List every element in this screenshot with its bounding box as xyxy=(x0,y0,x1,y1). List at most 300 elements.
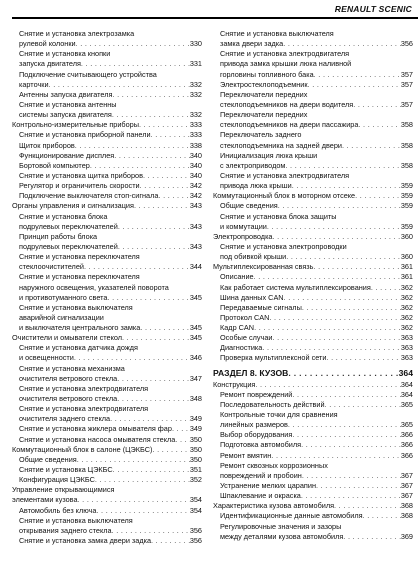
toc-entry-title: Конструкция xyxy=(213,379,256,389)
toc-entry-title: Очистители и омыватели стекол xyxy=(12,333,123,343)
toc-page-number: 338 xyxy=(189,140,202,150)
toc-entry-title: Переключатели передних xyxy=(220,89,308,99)
toc-entry-title: Снятие и установка блока защиты xyxy=(220,211,337,221)
toc-entry-title: Шпаклевание и окраска xyxy=(220,491,301,501)
toc-entry-title: Ремонт повреждений xyxy=(220,389,293,399)
toc-entry xyxy=(213,323,413,333)
toc-entry xyxy=(213,120,413,130)
toc-entry xyxy=(213,451,413,461)
toc-entry-title: Снятие и установка электродвигателя xyxy=(220,49,350,59)
toc-entry-title: Особые случаи xyxy=(220,333,273,343)
toc-entry xyxy=(12,526,202,536)
toc-leader-dots xyxy=(363,511,401,521)
toc-entry xyxy=(213,49,413,59)
toc-entry-title: стеклоочистителей xyxy=(19,262,84,272)
toc-leader-dots xyxy=(96,506,189,516)
toc-page-number: 363 xyxy=(400,333,413,343)
toc-entry xyxy=(213,242,413,252)
toc-entry xyxy=(213,272,413,282)
toc-chapter-entry xyxy=(213,501,413,511)
toc-page-number: 359 xyxy=(400,221,413,231)
toc-entry-title: стеклоподъемников на двери водителя xyxy=(220,99,354,109)
toc-leader-dots xyxy=(107,293,189,303)
toc-leader-dots xyxy=(267,222,401,232)
toc-entry xyxy=(213,522,413,532)
toc-entry-title: Кадр CAN xyxy=(220,323,255,333)
toc-entry xyxy=(213,70,413,80)
toc-entry xyxy=(213,293,413,303)
toc-entry xyxy=(12,59,202,69)
toc-entry xyxy=(213,212,413,222)
toc-leader-dots xyxy=(316,481,401,491)
toc-page-number: 344 xyxy=(189,262,202,272)
toc-entry-title: Конфигурация ЦЭКБС xyxy=(19,475,95,485)
toc-page-number: 357 xyxy=(400,99,413,109)
toc-entry xyxy=(213,333,413,343)
toc-leader-dots xyxy=(175,435,190,445)
toc-leader-dots xyxy=(355,191,401,201)
toc-leader-dots xyxy=(158,191,189,201)
toc-entry xyxy=(12,364,202,374)
toc-entry xyxy=(12,90,202,100)
toc-entry-title: привода замка крышки люка наливной xyxy=(220,59,352,69)
toc-entry-title: Коммутационный блок в салоне (ЦЭКБС) xyxy=(12,444,153,454)
toc-leader-dots xyxy=(139,120,190,130)
toc-leader-dots xyxy=(302,471,401,481)
toc-entry-title: Органы управления и сигнализация xyxy=(12,201,134,211)
toc-entry-title: Подготовка автомобиля xyxy=(220,440,302,450)
toc-leader-dots xyxy=(113,465,190,475)
toc-entry xyxy=(213,471,413,481)
toc-page-number: 367 xyxy=(400,470,413,480)
toc-entry-title: замка двери задка xyxy=(220,39,284,49)
toc-entry-title: Характеристика кузова автомобиля xyxy=(213,501,335,511)
toc-entry-title: и коммутации xyxy=(220,221,267,231)
toc-page-number: 359 xyxy=(400,201,413,211)
toc-entry xyxy=(12,455,202,465)
toc-entry xyxy=(12,39,202,49)
toc-entry-title: Выбор оборудования xyxy=(220,430,293,440)
toc-leader-dots xyxy=(283,39,401,49)
toc-entry-title: с электроприводом xyxy=(220,160,286,170)
toc-entry xyxy=(213,80,413,90)
toc-entry-title: Антенны запуска двигателя xyxy=(19,89,113,99)
toc-entry-title: и освещенности xyxy=(19,353,74,363)
toc-entry-title: Последовательность действий xyxy=(220,399,325,409)
toc-leader-dots xyxy=(285,161,400,171)
toc-entry-title: Снятие и установка кнопки xyxy=(19,49,111,59)
toc-page-number: 332 xyxy=(189,110,202,120)
toc-entry-title: открывания заднего стекла xyxy=(19,525,112,535)
toc-page-number: 350 xyxy=(189,454,202,464)
toc-entry-title: рулевой колонки xyxy=(19,39,76,49)
toc-entry xyxy=(12,262,202,272)
toc-entry xyxy=(12,354,202,364)
toc-page-number: 369 xyxy=(400,531,413,541)
toc-chapter-entry xyxy=(12,495,202,505)
toc-entry-title: элементами кузова xyxy=(12,495,78,505)
toc-entry xyxy=(12,100,202,110)
toc-leader-dots xyxy=(278,201,401,211)
toc-entry-title: Идентификационные данные автомобиля xyxy=(220,511,363,521)
toc-page-number: 345 xyxy=(189,292,202,302)
toc-page-number: 364 xyxy=(398,367,413,378)
toc-entry xyxy=(12,212,202,222)
toc-entry-title: Электропроводка xyxy=(213,231,273,241)
toc-entry xyxy=(12,506,202,516)
toc-page-number: 358 xyxy=(400,140,413,150)
toc-entry xyxy=(213,283,413,293)
toc-entry-title: РАЗДЕЛ 8. КУЗОВ xyxy=(213,367,289,378)
toc-page-number: 357 xyxy=(400,79,413,89)
toc-entry xyxy=(12,242,202,252)
toc-page-number: 343 xyxy=(189,221,202,231)
toc-chapter-entry xyxy=(213,262,413,272)
toc-entry-title: линейных размеров xyxy=(220,420,288,430)
toc-leader-dots xyxy=(75,141,190,151)
toc-entry-title: Снятие и установка замка двери задка xyxy=(19,536,151,546)
toc-leader-dots xyxy=(81,59,190,69)
toc-page-number: 350 xyxy=(189,434,202,444)
toc-entry xyxy=(12,181,202,191)
toc-entry-title: Передаваемые сигналы xyxy=(220,302,302,312)
toc-entry-title: Регулировочные значения и зазоры xyxy=(220,521,342,531)
toc-entry-title: Автомобиль без ключа xyxy=(19,505,97,515)
toc-entry-title: Электростеклоподъемник xyxy=(220,79,308,89)
toc-leader-dots xyxy=(254,272,401,282)
toc-leader-dots xyxy=(49,80,190,90)
toc-entry xyxy=(12,384,202,394)
toc-page-number: 360 xyxy=(400,252,413,262)
toc-leader-dots xyxy=(292,181,401,191)
toc-entry xyxy=(213,440,413,450)
toc-leader-dots xyxy=(308,80,401,90)
toc-entry xyxy=(12,323,202,333)
toc-entry xyxy=(12,424,202,434)
toc-leader-dots xyxy=(269,313,400,323)
toc-entry-title: наружного освещения, указателей поворота xyxy=(19,282,169,292)
toc-chapter-entry xyxy=(12,333,202,343)
toc-page-number: 333 xyxy=(189,130,202,140)
toc-page-number: 362 xyxy=(400,282,413,292)
toc-entry-title: Снятие и установка насоса омывателя стекла xyxy=(19,434,176,444)
toc-leader-dots xyxy=(84,262,190,272)
toc-page-number: 356 xyxy=(400,39,413,49)
toc-entry xyxy=(12,374,202,384)
toc-page-number: 343 xyxy=(189,201,202,211)
toc-page-number: 343 xyxy=(189,241,202,251)
toc-entry-title: Снятие и установка датчика дождя xyxy=(19,343,138,353)
toc-entry xyxy=(12,252,202,262)
toc-entry xyxy=(213,130,413,140)
toc-page-number: 342 xyxy=(189,191,202,201)
toc-leader-dots xyxy=(271,451,401,461)
toc-entry xyxy=(12,404,202,414)
toc-page-number: 368 xyxy=(400,501,413,511)
toc-leader-dots xyxy=(172,424,190,434)
toc-entry-title: и противотуманного света xyxy=(19,292,108,302)
toc-page-number: 345 xyxy=(189,323,202,333)
toc-entry-title: запуска двигателя xyxy=(19,59,81,69)
toc-entry-title: очистителя ветрового стекла xyxy=(19,373,118,383)
toc-entry-title: Регулятор и ограничитель скорости xyxy=(19,181,140,191)
toc-entry-title: Принцип работы блока xyxy=(19,231,98,241)
toc-chapter-entry xyxy=(12,485,202,495)
toc-page-number: 354 xyxy=(189,505,202,515)
toc-entry-title: аварийной сигнализации xyxy=(19,312,104,322)
toc-entry-title: Снятие и установка антенны xyxy=(19,99,117,109)
toc-entry-title: очистителя заднего стекла xyxy=(19,414,111,424)
toc-entry xyxy=(12,414,202,424)
toc-entry xyxy=(213,420,413,430)
toc-entry xyxy=(12,171,202,181)
toc-leader-dots xyxy=(343,532,401,542)
toc-page-number: 362 xyxy=(400,302,413,312)
toc-entry xyxy=(213,343,413,353)
toc-entry xyxy=(213,39,413,49)
toc-leader-dots xyxy=(118,242,190,252)
toc-entry xyxy=(12,313,202,323)
toc-entry xyxy=(213,410,413,420)
toc-entry-title: горловины топливного бака xyxy=(220,69,314,79)
toc-leader-dots xyxy=(143,171,190,181)
toc-entry xyxy=(213,400,413,410)
toc-leader-dots xyxy=(118,222,190,232)
toc-entry-title: Общие сведения xyxy=(220,201,278,211)
toc-left-column xyxy=(12,29,202,569)
toc-entry-title: Устранение мелких царапин xyxy=(220,481,316,491)
toc-leader-dots xyxy=(117,394,190,404)
toc-entry-title: стеклоподъемников на двери пассажира xyxy=(220,120,359,130)
toc-entry-title: Снятие и установка электродвигателя xyxy=(220,170,350,180)
toc-entry-title: Переключатели передних xyxy=(220,110,308,120)
toc-entry-title: Бортовой компьютер xyxy=(19,160,90,170)
toc-leader-dots xyxy=(353,100,401,110)
toc-page-number: 366 xyxy=(400,430,413,440)
toc-leader-dots xyxy=(140,181,190,191)
toc-chapter-entry xyxy=(12,445,202,455)
toc-entry-title: Снятие и установка электродвигателя xyxy=(19,383,149,393)
toc-page-number: 358 xyxy=(400,120,413,130)
toc-page-number: 330 xyxy=(189,39,202,49)
toc-entry-title: Снятие и установка выключателя xyxy=(19,302,133,312)
toc-page-number: 351 xyxy=(189,465,202,475)
toc-leader-dots xyxy=(112,110,190,120)
toc-entry xyxy=(213,461,413,471)
toc-entry-title: подрулевых переключателей xyxy=(19,241,118,251)
toc-page-number: 349 xyxy=(189,424,202,434)
toc-leader-dots xyxy=(262,343,401,353)
toc-page-number: 361 xyxy=(400,272,413,282)
toc-page-number: 340 xyxy=(189,160,202,170)
toc-entry xyxy=(12,343,202,353)
toc-entry xyxy=(213,430,413,440)
toc-entry xyxy=(213,354,413,364)
toc-entry xyxy=(213,181,413,191)
toc-leader-dots xyxy=(122,333,190,343)
toc-entry-title: Снятие и установка электродвигателя xyxy=(19,404,149,414)
toc-entry-title: повреждений и пробоин xyxy=(220,470,302,480)
toc-entry xyxy=(12,29,202,39)
toc-entry xyxy=(213,252,413,262)
toc-entry xyxy=(12,49,202,59)
toc-leader-dots xyxy=(140,323,190,333)
toc-chapter-entry xyxy=(12,120,202,130)
toc-leader-dots xyxy=(301,491,401,501)
toc-leader-dots xyxy=(371,283,401,293)
toc-page-number: 362 xyxy=(400,312,413,322)
toc-entry xyxy=(12,161,202,171)
toc-leader-dots xyxy=(134,201,190,211)
toc-page-number: 332 xyxy=(189,89,202,99)
toc-entry xyxy=(12,232,202,242)
toc-entry xyxy=(12,303,202,313)
toc-entry xyxy=(12,191,202,201)
toc-leader-dots xyxy=(255,380,400,390)
toc-entry-title: стеклоподъемника на задней двери xyxy=(220,140,342,150)
toc-leader-dots xyxy=(325,400,401,410)
toc-page-number: 366 xyxy=(400,450,413,460)
toc-entry-title: Контрольно-измерительные приборы xyxy=(12,120,139,130)
toc-entry-title: Снятие и установка блока xyxy=(19,211,108,221)
toc-page-number: 352 xyxy=(189,475,202,485)
toc-entry-title: Снятие и установка выключателя xyxy=(19,515,133,525)
toc-page-number: 357 xyxy=(400,69,413,79)
toc-page-number: 345 xyxy=(189,333,202,343)
toc-page-number: 333 xyxy=(189,120,202,130)
toc-chapter-entry xyxy=(213,191,413,201)
toc-page-number: 362 xyxy=(400,292,413,302)
toc-entry-title: Переключатель заднего xyxy=(220,130,302,140)
toc-leader-dots xyxy=(288,420,401,430)
toc-leader-dots xyxy=(112,526,190,536)
toc-leader-dots xyxy=(95,475,190,485)
toc-entry-title: Коммутационный блок в моторном отсеке xyxy=(213,191,356,201)
toc-leader-dots xyxy=(76,39,190,49)
toc-chapter-entry xyxy=(12,201,202,211)
toc-entry xyxy=(213,141,413,151)
toc-page-number: 350 xyxy=(189,444,202,454)
toc-leader-dots xyxy=(288,366,398,380)
toc-page-number: 367 xyxy=(400,481,413,491)
toc-leader-dots xyxy=(110,414,190,424)
toc-entry-title: подрулевых переключателей xyxy=(19,221,118,231)
toc-entry-title: Снятие и установка ЦЭКБС xyxy=(19,465,113,475)
toc-entry-title: Мультиплексированная связь xyxy=(213,262,314,272)
toc-entry-title: очистителя ветрового стекла xyxy=(19,394,118,404)
toc-entry xyxy=(213,313,413,323)
toc-page-number: 367 xyxy=(400,491,413,501)
toc-leader-dots xyxy=(292,430,400,440)
toc-entry-title: Ремонт вмятин xyxy=(220,450,272,460)
toc-entry xyxy=(12,272,202,282)
toc-entry-title: под обивкой крыши xyxy=(220,252,287,262)
toc-entry xyxy=(213,151,413,161)
toc-entry-title: Щиток приборов xyxy=(19,140,75,150)
toc-entry-title: Снятие и установка щитка приборов xyxy=(19,170,143,180)
toc-entry xyxy=(12,516,202,526)
toc-entry-title: Инициализация люка крыши xyxy=(220,150,318,160)
page-header xyxy=(0,0,418,22)
toc-leader-dots xyxy=(151,130,190,140)
toc-entry xyxy=(213,161,413,171)
toc-entry xyxy=(12,70,202,80)
toc-leader-dots xyxy=(77,455,190,465)
toc-leader-dots xyxy=(151,536,190,546)
toc-entry xyxy=(12,435,202,445)
toc-page-number: 354 xyxy=(189,495,202,505)
toc-leader-dots xyxy=(342,141,401,151)
toc-entry-title: Снятие и установка выключателя xyxy=(220,29,334,38)
toc-right-column xyxy=(213,29,413,569)
toc-leader-dots xyxy=(284,293,401,303)
toc-entry-title: Контрольные точки для сравнения xyxy=(220,410,338,420)
toc-entry-title: Снятие и установка переключателя xyxy=(19,252,140,262)
toc-page-number: 358 xyxy=(400,160,413,170)
toc-leader-dots xyxy=(314,70,401,80)
toc-entry-title: Функционирование дисплея xyxy=(19,150,115,160)
toc-leader-dots xyxy=(302,303,401,313)
toc-entry-title: карточки xyxy=(19,79,49,89)
toc-entry xyxy=(213,481,413,491)
toc-entry xyxy=(12,110,202,120)
toc-entry-title: Протокол CAN xyxy=(220,312,270,322)
toc-page-number: 361 xyxy=(400,262,413,272)
toc-entry-title: Ремонт сквозных коррозионных xyxy=(220,460,328,470)
toc-entry xyxy=(12,141,202,151)
toc-entry-title: Снятие и установка жиклера омывателя фар xyxy=(19,424,172,434)
toc-page-number: 363 xyxy=(400,343,413,353)
toc-page-number: 349 xyxy=(189,414,202,424)
toc-entry-title: Снятие и установка электропроводки xyxy=(220,241,347,251)
toc-chapter-entry xyxy=(213,232,413,242)
toc-entry xyxy=(213,171,413,181)
toc-entry xyxy=(12,130,202,140)
toc-entry xyxy=(213,110,413,120)
toc-page-number: 363 xyxy=(400,353,413,363)
toc-entry xyxy=(213,511,413,521)
toc-entry-title: между деталями кузова автомобиля xyxy=(220,531,344,541)
toc-entry-title: Снятие и установка приборной панели xyxy=(19,130,151,140)
toc-page-number: 331 xyxy=(189,59,202,69)
toc-leader-dots xyxy=(112,90,189,100)
toc-entry xyxy=(12,475,202,485)
toc-entry xyxy=(12,80,202,90)
brand-title: RENAULT SCENIC xyxy=(334,4,412,14)
toc-entry xyxy=(12,394,202,404)
toc-leader-dots xyxy=(152,445,189,455)
toc-leader-dots xyxy=(254,323,401,333)
toc-entry xyxy=(213,222,413,232)
toc-page-number: 342 xyxy=(189,181,202,191)
toc-leader-dots xyxy=(313,262,400,272)
toc-entry-title: Шина данных CAN xyxy=(220,292,284,302)
toc-leader-dots xyxy=(334,501,401,511)
toc-entry-title: Подключение считывающего устройства xyxy=(19,69,157,79)
toc-page-number: 364 xyxy=(400,389,413,399)
toc-entry xyxy=(213,59,413,69)
toc-entry xyxy=(12,293,202,303)
toc-section-heading xyxy=(213,366,413,380)
toc-page-number: 340 xyxy=(189,170,202,180)
toc-page-number: 348 xyxy=(189,394,202,404)
toc-leader-dots xyxy=(272,232,400,242)
toc-entry-title: Управление открывающимися xyxy=(12,485,115,495)
toc-entry-title: Снятие и установка электрозамка xyxy=(19,29,135,38)
toc-entry xyxy=(213,29,413,39)
toc-page-number: 359 xyxy=(400,191,413,201)
toc-page-number: 362 xyxy=(400,323,413,333)
